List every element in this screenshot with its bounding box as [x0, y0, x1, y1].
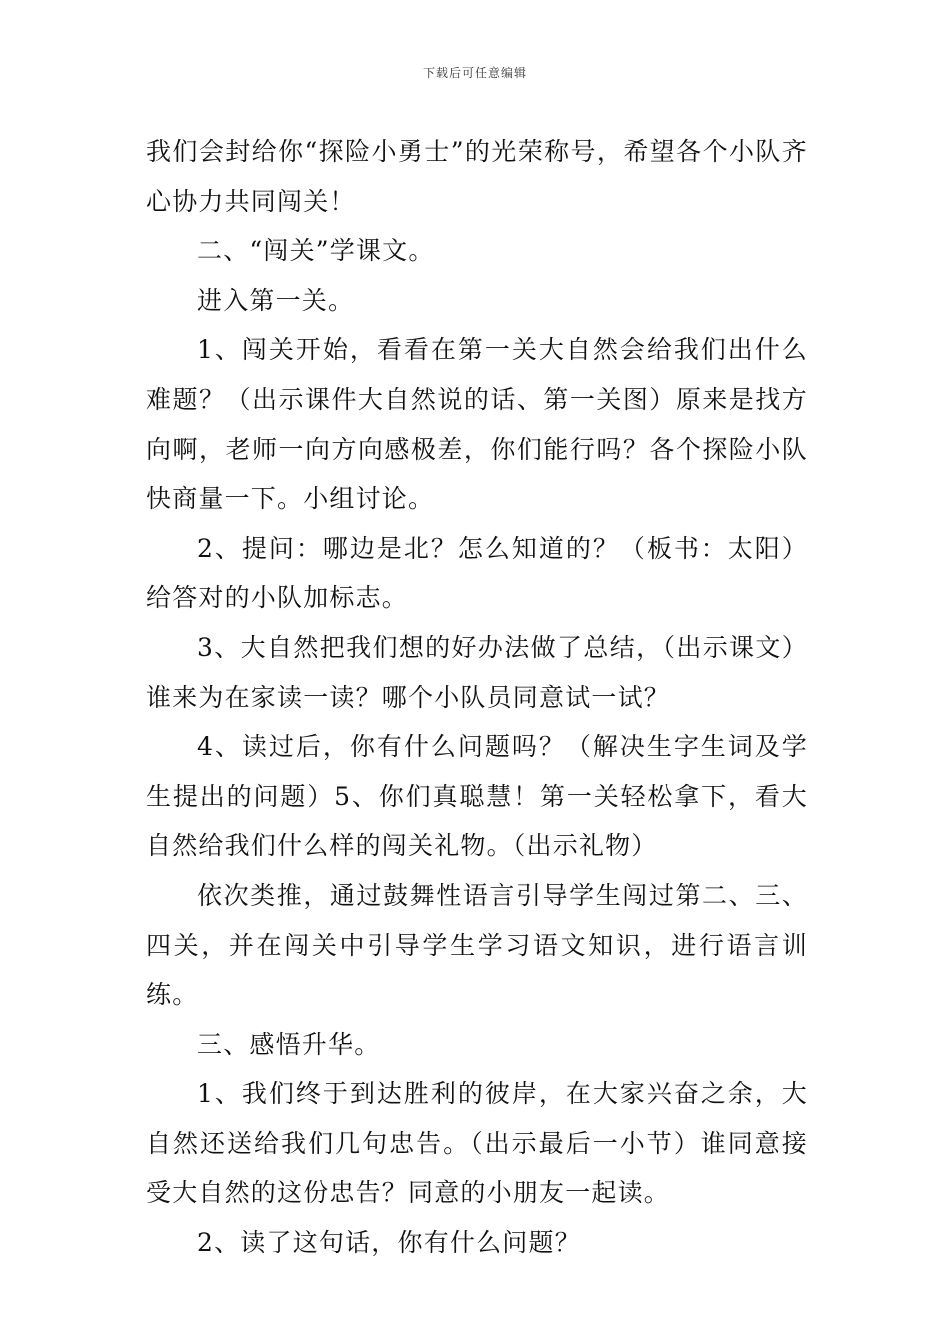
paragraph: 三、感悟升华。	[197, 1029, 381, 1059]
paragraph: 4、读过后，你有什么问题吗？（解决生字生词及学生提出的问题）5、你们真聪慧！第一关轻松拿下，看大自然给我们什么样的闯关礼物。（出示礼物）	[146, 732, 808, 861]
document-body	[146, 127, 808, 1268]
paragraph: 2、提问：哪边是北？怎么知道的？（板书：太阳）给答对的小队加标志。	[146, 533, 808, 613]
paragraph: 我们会封给你“探险小勇士”的光荣称号，希望各个小队齐心协力共同闯关！	[146, 137, 808, 216]
paragraph: 2、读了这句话，你有什么问题？	[197, 1228, 581, 1258]
paragraph: 进入第一关。	[197, 285, 355, 315]
paragraph: 1、闯关开始，看看在第一关大自然会给我们出什么难题？（出示课件大自然说的话、第一关图）原来是找方向啊，老师一向方向感极差，你们能行吗？各个探险小队快商量一下。小组讨论。	[146, 335, 808, 514]
paragraph: 3、大自然把我们想的好办法做了总结，（出示课文）谁来为在家读一读？哪个小队员同意试一试？	[146, 632, 808, 712]
paragraph: 依次类推，通过鼓舞性语言引导学生闯过第二、三、四关，并在闯关中引导学生学习语文知识，进行语言训练。	[146, 880, 808, 1010]
paragraph: 1、我们终于到达胜利的彼岸，在大家兴奋之余，大自然还送给我们几句忠告。（出示最后一小节）谁同意接受大自然的这份忠告？同意的小朋友一起读。	[146, 1079, 808, 1208]
page-header-note: 下载后可任意编辑	[422, 66, 527, 80]
paragraph: 二、“闯关”学课文。	[197, 236, 435, 266]
